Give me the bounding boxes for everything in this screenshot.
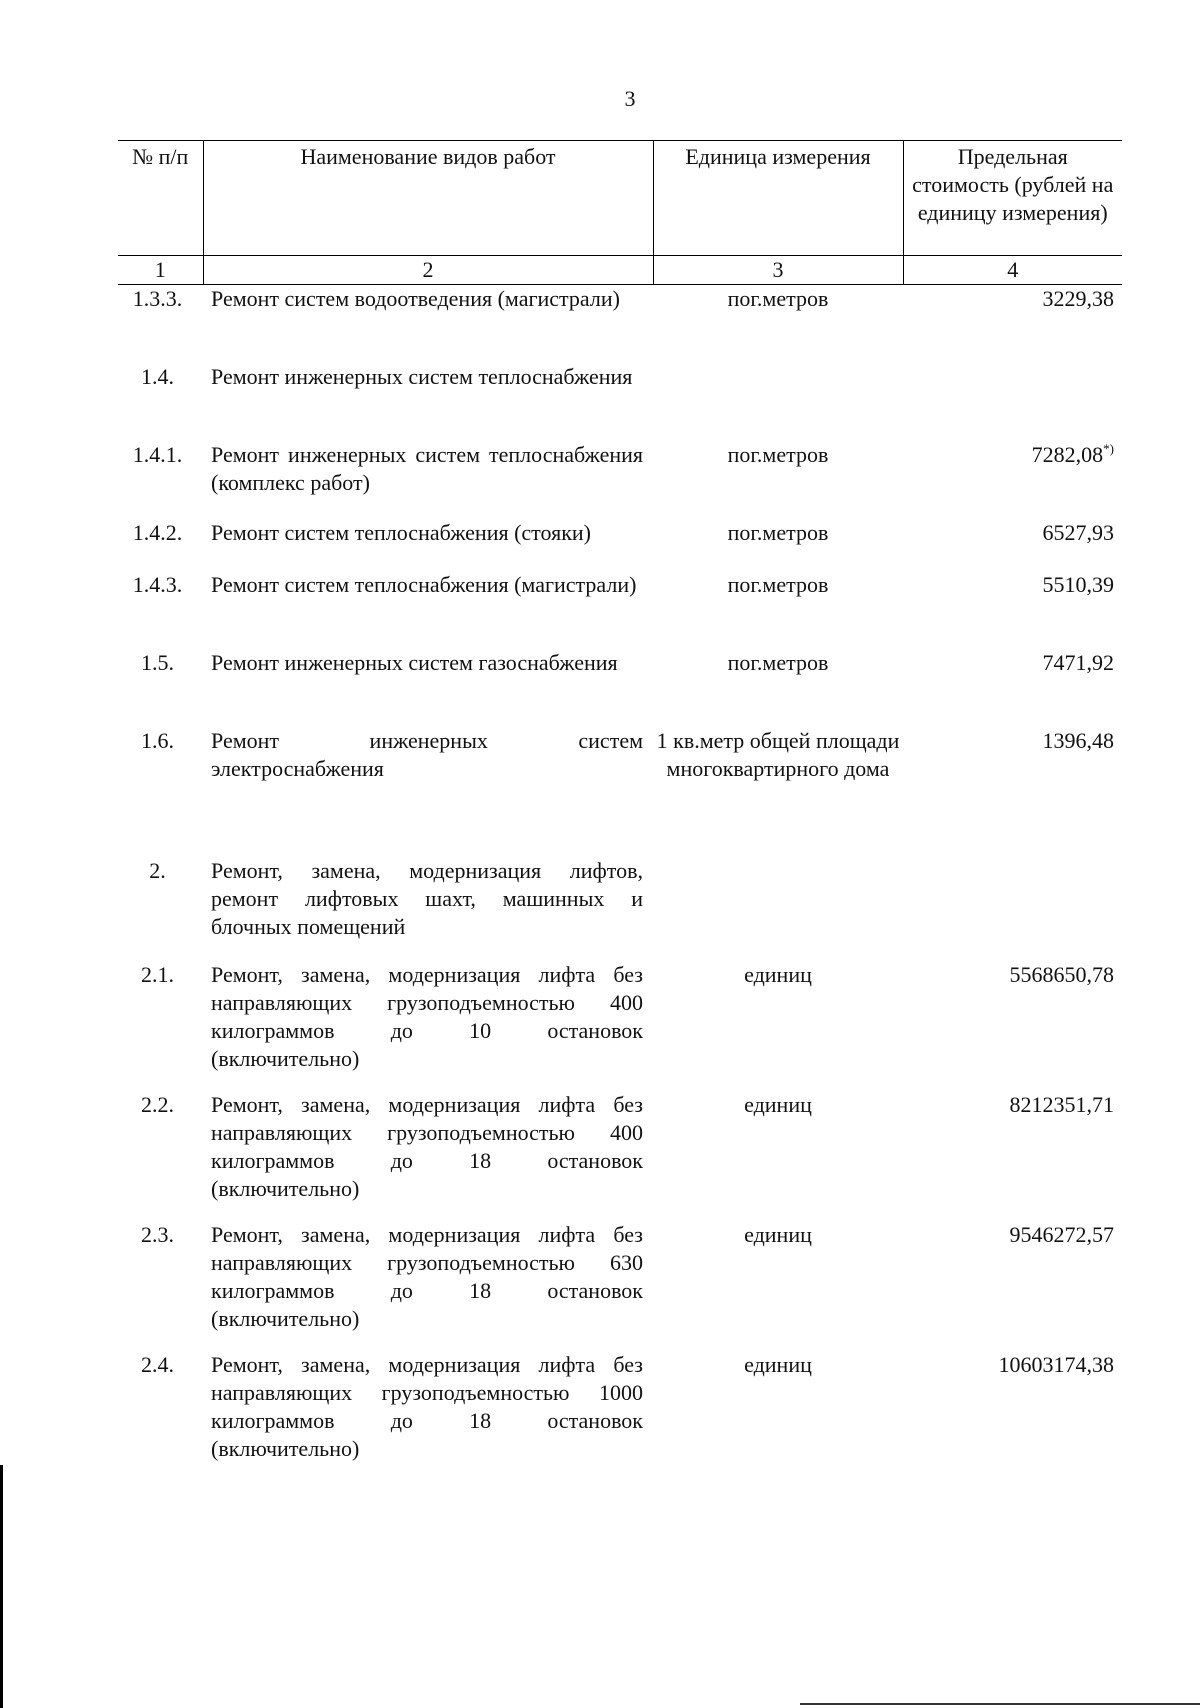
- table-row: [118, 857, 1122, 961]
- work-name: Ремонт систем водоотведения (магистрали): [211, 286, 620, 311]
- table-row: [118, 1091, 1122, 1221]
- table-row: [118, 649, 1122, 727]
- work-name: Ремонт, замена, модернизация лифта без направляющих грузоподъемностью 630 килограммов до 18 остановок (включительно): [211, 1221, 643, 1331]
- scan-edge-line: [800, 1703, 1200, 1705]
- max-cost-cell: [903, 1351, 1122, 1467]
- unit-of-measure: единиц: [744, 1091, 812, 1117]
- work-name: Ремонт, замена, модернизация лифта без направляющих грузоподъемностью 400 килограммов до 18 остановок (включительно): [211, 1091, 643, 1201]
- max-cost-cell: [903, 571, 1122, 649]
- work-name: Ремонт инженерных систем теплоснабжения (комплекс работ): [211, 441, 643, 495]
- max-cost-value: 1396,48: [1042, 727, 1114, 753]
- column-number: 2: [203, 256, 653, 285]
- works-cost-table: [118, 140, 1122, 1467]
- unit-of-measure: [653, 857, 903, 961]
- unit-of-measure: единиц: [744, 1221, 812, 1247]
- table-row: [118, 285, 1122, 363]
- work-name: Ремонт, замена, модернизация лифта без направляющих грузоподъемностью 400 килограммов до 10 остановок (включительно): [211, 961, 643, 1071]
- row-number: 1.4.1.: [132, 441, 183, 467]
- max-cost-value: 7282,08: [1031, 441, 1104, 467]
- unit-of-measure: пог.метров: [727, 519, 829, 545]
- max-cost-cell: [903, 363, 1122, 441]
- table-row: [118, 441, 1122, 519]
- row-number: 1.4.2.: [132, 519, 183, 545]
- header-price: Предельная стоимость (рублей на единицу измерения): [903, 141, 1122, 256]
- max-cost-value: 5510,39: [1042, 571, 1114, 597]
- row-number: 2.: [149, 857, 166, 883]
- table-row: [118, 961, 1122, 1091]
- unit-of-measure: пог.метров: [727, 649, 829, 675]
- row-number: 1.5.: [141, 649, 174, 675]
- table-row: [118, 571, 1122, 649]
- unit-of-measure: пог.метров: [727, 286, 829, 311]
- max-cost-value: 8212351,71: [1009, 1091, 1114, 1117]
- work-name: Ремонт инженерных систем газоснабжения: [211, 649, 618, 675]
- max-cost-cell: [903, 285, 1122, 363]
- row-number: 2.2.: [141, 1091, 174, 1117]
- table-header: [118, 141, 1122, 285]
- header-unit: Единица измерения: [653, 141, 903, 256]
- max-cost-value: 6527,93: [1042, 519, 1114, 545]
- row-number: 2.4.: [141, 1351, 174, 1377]
- max-cost-value: 10603174,38: [998, 1351, 1114, 1377]
- table-body: [118, 285, 1122, 1467]
- max-cost-cell: [903, 649, 1122, 727]
- unit-of-measure: пог.метров: [727, 441, 829, 467]
- max-cost-cell: [903, 441, 1122, 519]
- column-number: 4: [903, 256, 1122, 285]
- scan-edge-line: [0, 1465, 3, 1708]
- work-name: Ремонт инженерных систем теплоснабжения: [211, 363, 633, 389]
- work-name: Ремонт, замена, модернизация лифта без направляющих грузоподъемностью 1000 килограммов до 18 остановок (включительно): [211, 1351, 643, 1461]
- row-number: 1.6.: [141, 727, 174, 753]
- max-cost-value: 7471,92: [1042, 649, 1114, 675]
- work-name: Ремонт систем теплоснабжения (магистрали): [211, 571, 637, 597]
- unit-of-measure: 1 кв.метр общей площади многоквартирного дома: [656, 727, 900, 781]
- max-cost-cell: [903, 519, 1122, 571]
- table-row: [118, 727, 1122, 857]
- unit-of-measure: пог.метров: [727, 571, 829, 597]
- column-number: 3: [653, 256, 903, 285]
- footnote-mark: *): [1103, 440, 1114, 456]
- table-row: [118, 519, 1122, 571]
- max-cost-value: 9546272,57: [1009, 1221, 1114, 1247]
- work-name: Ремонт, замена, модернизация лифтов, ремонт лифтовых шахт, машинных и блочных помещений: [211, 857, 643, 939]
- page-number: 3: [624, 86, 636, 111]
- unit-of-measure: [653, 363, 903, 441]
- work-name: Ремонт инженерных систем электроснабжения: [211, 727, 643, 781]
- row-number: 1.4.: [141, 363, 174, 389]
- header-name: Наименование видов работ: [203, 141, 653, 256]
- max-cost-value: 5568650,78: [1009, 961, 1114, 987]
- table-row: [118, 1221, 1122, 1351]
- header-num: № п/п: [118, 141, 203, 256]
- max-cost-value: 3229,38: [1042, 286, 1114, 311]
- column-number: 1: [118, 256, 203, 285]
- table-row: [118, 363, 1122, 441]
- row-number: 1.3.3.: [132, 286, 183, 311]
- row-number: 1.4.3.: [132, 571, 183, 597]
- work-name: Ремонт систем теплоснабжения (стояки): [211, 519, 591, 545]
- max-cost-cell: [903, 1091, 1122, 1221]
- unit-of-measure: единиц: [744, 1351, 812, 1377]
- table-row: [118, 1351, 1122, 1467]
- row-number: 2.1.: [141, 961, 174, 987]
- max-cost-cell: [903, 961, 1122, 1091]
- max-cost-cell: [903, 727, 1122, 857]
- unit-of-measure: единиц: [744, 961, 812, 987]
- max-cost-cell: [903, 1221, 1122, 1351]
- max-cost-cell: [903, 857, 1122, 961]
- row-number: 2.3.: [141, 1221, 174, 1247]
